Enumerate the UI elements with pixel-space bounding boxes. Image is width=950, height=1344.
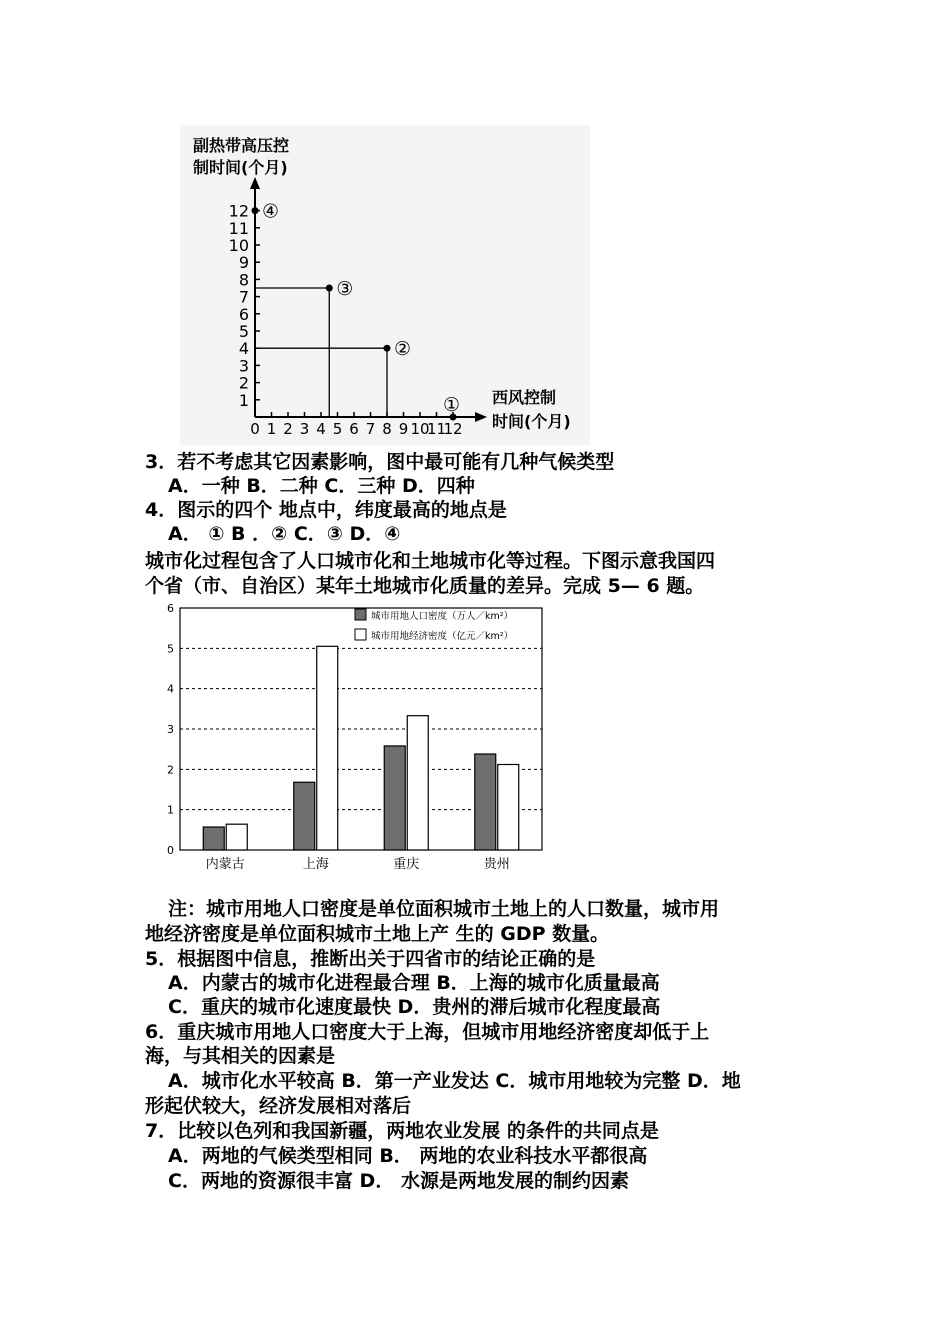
x-tick-label: 4 xyxy=(316,420,326,438)
legend-label: 城市用地经济密度（亿元／km²） xyxy=(371,631,514,642)
bar-economic-density xyxy=(317,646,338,850)
x-tick-label: 12 xyxy=(443,420,463,438)
x-tick-label: 10 xyxy=(410,420,430,438)
question-7: 7．比较以色列和我国新疆，两地农业发展 的条件的共同点是 xyxy=(145,1120,659,1142)
question-4: 4．图示的四个 地点中，纬度最高的地点是 xyxy=(145,499,507,521)
question-6-line-2: 海，与其相关的因素是 xyxy=(145,1045,336,1067)
x-category-label: 内蒙古 xyxy=(205,857,245,872)
note-line-1: 注：城市用地人口密度是单位面积城市土地上的人口数量，城市用 xyxy=(168,898,720,920)
y-axis-label-line2: 制时间(个月) xyxy=(193,158,288,177)
legend-swatch xyxy=(355,609,366,620)
x-category-label: 上海 xyxy=(302,857,329,872)
bar-population-density xyxy=(384,746,405,850)
question-6-line-1: 6．重庆城市用地人口密度大于上海，但城市用地经济密度却低于上 xyxy=(145,1021,710,1043)
question-6-options-b: 形起伏较大，经济发展相对落后 xyxy=(145,1095,412,1117)
intro-line-2: 个省（市、自治区）某年土地城市化质量的差异。完成 5— 6 题。 xyxy=(145,575,705,597)
y-tick-label: 12 xyxy=(228,201,249,221)
y-tick-label: 4 xyxy=(167,682,174,696)
question-3: 3．若不考虑其它因素影响，图中最可能有几种气候类型 xyxy=(145,451,615,473)
data-point xyxy=(252,207,259,214)
data-point xyxy=(384,345,391,352)
x-tick-label: 9 xyxy=(398,420,409,438)
question-4-options: A． ① B ．② C．③ D．④ xyxy=(168,523,401,545)
y-tick-label: 5 xyxy=(167,642,174,656)
x-tick-label: 6 xyxy=(349,420,359,438)
x-tick-label: 1 xyxy=(266,420,277,438)
point-label: ③ xyxy=(336,278,354,300)
note-line-2: 地经济密度是单位面积城市土地上产 生的 GDP 数量。 xyxy=(145,923,610,945)
y-tick-label: 7 xyxy=(238,287,249,307)
y-tick-label: 1 xyxy=(238,390,249,410)
y-tick-label: 3 xyxy=(238,356,249,376)
y-tick-label: 10 xyxy=(228,236,249,255)
x-category-label: 重庆 xyxy=(393,857,420,872)
x-tick-label: 5 xyxy=(332,420,343,438)
question-7-options-b: C．两地的资源很丰富 D． 水源是两地发展的制约因素 xyxy=(168,1170,629,1192)
x-tick-label: 11 xyxy=(426,420,447,438)
y-tick-label: 0 xyxy=(167,844,174,857)
x-axis-label-line2: 时间(个月) xyxy=(492,412,571,431)
x-tick-label: 0 xyxy=(250,420,260,438)
y-tick-label: 4 xyxy=(238,339,249,359)
bar-economic-density xyxy=(407,716,428,850)
bar-population-density xyxy=(475,754,496,850)
x-axis-label-line1: 西风控制 xyxy=(492,388,557,407)
y-tick-label: 2 xyxy=(238,373,249,393)
point-label: ② xyxy=(394,338,412,361)
bar-population-density xyxy=(294,782,315,850)
y-tick-label: 6 xyxy=(167,602,174,615)
y-tick-label: 9 xyxy=(238,253,249,273)
legend-swatch xyxy=(355,629,366,640)
y-tick-label: 6 xyxy=(238,304,249,324)
question-3-options: A．一种 B．二种 C．三种 D．四种 xyxy=(168,475,475,497)
question-5-options-a: A．内蒙古的城市化进程最合理 B．上海的城市化质量最高 xyxy=(168,972,660,994)
bar-population-density xyxy=(203,827,224,850)
question-5: 5．根据图中信息，推断出关于四省市的结论正确的是 xyxy=(145,948,596,970)
data-point xyxy=(326,285,333,292)
intro-line-1: 城市化过程包含了人口城市化和土地城市化等过程。下图示意我国四 xyxy=(145,550,716,572)
climate-control-chart xyxy=(180,125,590,445)
x-tick-label: 3 xyxy=(299,420,310,438)
legend-label: 城市用地人口密度（万人／km²） xyxy=(371,611,514,622)
x-tick-label: 2 xyxy=(283,420,293,438)
y-axis-label-line1: 副热带高压控 xyxy=(193,136,290,155)
question-5-options-b: C．重庆的城市化速度最快 D．贵州的滞后城市化程度最高 xyxy=(168,996,661,1018)
question-7-options-a: A．两地的气候类型相同 B． 两地的农业科技水平都很高 xyxy=(168,1145,648,1167)
x-tick-label: 7 xyxy=(365,420,376,438)
point-label: ① xyxy=(443,394,461,416)
y-tick-label: 3 xyxy=(167,723,174,736)
x-category-label: 贵州 xyxy=(483,857,510,872)
y-tick-label: 2 xyxy=(167,763,174,777)
bar-economic-density xyxy=(498,764,519,850)
y-tick-label: 11 xyxy=(228,218,249,238)
y-tick-label: 1 xyxy=(167,803,174,817)
bar-economic-density xyxy=(226,824,247,850)
y-tick-label: 8 xyxy=(238,270,249,290)
y-tick-label: 5 xyxy=(238,322,249,341)
urbanization-bar-chart xyxy=(150,598,560,883)
x-tick-label: 8 xyxy=(382,420,392,438)
question-6-options-a: A．城市化水平较高 B．第一产业发达 C．城市用地较为完整 D．地 xyxy=(168,1070,741,1092)
point-label: ④ xyxy=(262,200,280,223)
